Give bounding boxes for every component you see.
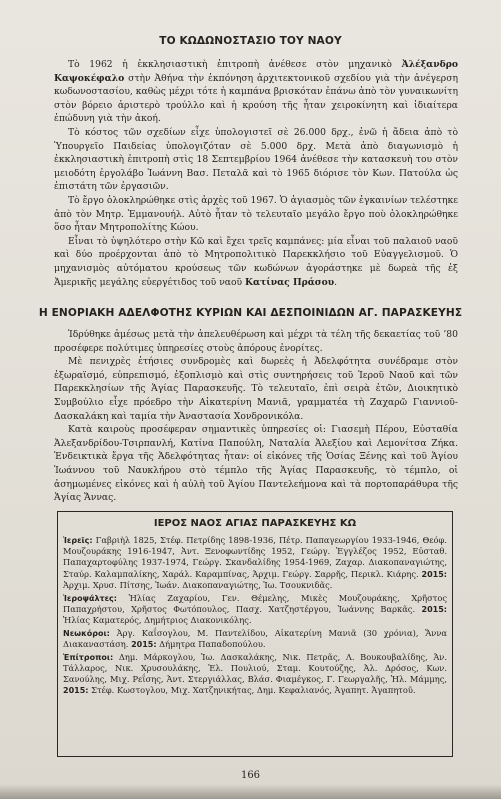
entry-text: Ἠλίας Ζαχαρίου, Γεν. Θέμελης, Μικὲς Μουζουράκης, Χρῆστος Παπαχρήστου, Χρῆστος Φωτόπουλος, Πασχ. Χατζηστέργου, Ἰωάννης Βαρκᾶς.	[63, 592, 447, 614]
name-highlight: Ἀλέξανδρο Καψοκέφαλο	[54, 59, 458, 84]
box-entry	[63, 593, 447, 627]
box-title: ΙΕΡΟΣ ΝΑΟΣ ΑΓΙΑΣ ΠΑΡΑΣΚΕΥΗΣ ΚΩ	[153, 518, 357, 529]
section-title-bell-tower: ΤΟ ΚΩΔΩΝΟΣΤΑΣΙΟ ΤΟΥ ΝΑΟΥ	[159, 35, 342, 47]
text-run: Εἶναι τὸ ὑψηλότερο στὴν Κῶ καὶ ἔχει τρεῖς καμπάνες: μία εἶναι τοῦ παλαιοῦ ναοῦ καὶ δύο προέρχονται ἀπὸ τὸ Μητροπολιτικὸ Παρεκκλήσιο τοῦ Εὐαγγελισμοῦ. Ὁ μηχανισμὸς αὐτόματου κρούσεως τῶν κωδώνων ἀγοράστηκε μὲ δωρεὰ τῆς ἐξ Ἀμερικῆς μεγάλης εὐεργέτιδος τοῦ ναοῦ	[54, 235, 458, 288]
paragraph: Tὸ κόστος τῶν σχεδίων εἶχε ὑπολογιστεῖ σὲ 26.000 δρχ., ἐνῶ ἡ ἄδεια ἀπὸ τὸ Ὑπουργεῖο Παιδείας ὑπολογιζόταν σὲ 5.000 δρχ. Μετὰ ἀπὸ διαγωνισμὸ ἡ ἐκκλησιαστικὴ ἐπιτροπὴ στὶς 18 Σεπτεμβρίου 1964 ἀνέθεσε τὴν κατασκευὴ του στὸν μειοδότη ἐργολάβο Ἰωάννη Βασ. Πεταλᾶ καὶ τὸ 1965 διόρισε τὸν Κων. Πατούλα ὡς ἐπιστάτη τῶν ἐργασιῶν.	[54, 126, 458, 193]
box-entry	[63, 535, 447, 591]
entry-year: 2015:	[63, 686, 89, 696]
entry-label: Ἐπίτροποι:	[63, 652, 114, 662]
entry-year: 2015:	[421, 569, 447, 579]
page-edge-shadow	[0, 784, 501, 799]
text-run: .	[334, 276, 338, 288]
entry-text: Δήμητρα Παπαδοπούλου.	[156, 638, 266, 649]
entry-text: Δημ. Μάρκογλου, Ἰω. Δασκαλάκης, Νικ. Πετρᾶς, Λ. Βουκουβαλίδης, Ἀν. Τάλλαρος, Νικ. Χρυσουλάκης, Ἐλ. Πουλιού, Σταμ. Κουτούζης, Ἀλ. Δρόσος, Κων. Σανούλης, Μιχ. Ρεΐσης, Ἀντ. Στεργιάλλας, Βλάσ. Φιαμέγκος, Γ. Γεωργαλῆς, Ἠλ. Μάμμης,	[63, 651, 447, 684]
entry-text: Ἠλίας Καματερός, Δημήτριος Διακονικόλης.	[63, 614, 252, 625]
paragraph: Tὸ ἔργο ὁλοκληρώθηκε στὶς ἀρχὲς τοῦ 1967. Ὁ ἁγιασμὸς τῶν ἐγκαινίων τελέστηκε ἀπὸ τὸν Μητρ. Ἐμμανουήλ. Αὐτὸ ἦταν τὸ τελευταῖο μεγάλο ἔργο ποὺ ὁλοκληρώθηκε ὅσο ἦταν Μητροπολίτης Κώου.	[54, 194, 458, 234]
paragraph: Ἱδρύθηκε ἀμέσως μετὰ τὴν ἀπελευθέρωση καὶ μέχρι τὰ τέλη τῆς δεκαετίας τοῦ ’80 προσέφερε πολύτιμες ὑπηρεσίες στοὺς ἀπόρους ἐνορίτες.	[54, 329, 458, 354]
paragraph	[54, 58, 458, 126]
church-staff-box	[57, 511, 453, 757]
box-entry	[63, 628, 447, 650]
entry-text: Στέφ. Κωστογλου, Μιχ. Χατζηνικήτας, Δημ. Κεφαλιανός, Ἀγαπητ. Ἀγαπητοῦ.	[88, 685, 416, 696]
entry-text: Ἀργ. Καΐσογλου, Μ. Παντελίδου, Αἰκατερίνη Μανιᾶ (30 χρόνια), Ἄννα Διακαναστάση.	[63, 627, 447, 649]
box-entry	[63, 652, 447, 697]
entry-text: Ἀρχιμ. Χρυσ. Πίτσης, Ἰωάν. Διακοπαναγιώτης, Ἰω. Τσουκνιδᾶς.	[63, 579, 333, 590]
entry-label: Ἱερεῖς:	[63, 536, 93, 545]
entry-text: Γαβριὴλ 1825, Στέφ. Πετρίδης 1898-1936, Πέτρ. Παπαγεωργίου 1933-1946, Θεόφ. Μουζουράκης 1916-1947, Ἀντ. Ξενοφωντίδης 1952, Γεώργ. Ἐγγλέζος 1952, Εὐσταθ. Παπαχαρτοφύλης 1937-1974, Γεώργ. Σκανδαλίδης 1954-1969, Ζαχαρ. Διακοπαναγιώτης, Σταύρ. Καλαμπαλίκης, Χαράλ. Καραμπίνας, Ἀρχιμ. Γεώργ. Σαρρῆς, Περικλ. Κιάρης.	[63, 535, 447, 579]
name-highlight: Κατίνας Πράσου	[245, 276, 335, 288]
text-run: Tὸ 1962 ἡ ἐκκλησιαστικὴ ἐπιτροπὴ ἀνέθεσε στὸν μηχανικὸ	[68, 59, 402, 70]
section-title-parish-sisterhood: Η ΕΝΟΡΙΑΚΗ ΑΔΕΛΦΟΤΗΣ ΚΥΡΙΩΝ ΚΑΙ ΔΕΣΠΟΙΝΙΔΩΝ ΑΓ. ΠΑΡΑΣΚΕΥΗΣ	[38, 307, 463, 319]
entry-year: 2015:	[421, 604, 447, 614]
section-body-bell-tower	[54, 58, 458, 289]
entry-year: 2015:	[131, 639, 157, 649]
entry-label: Νεωκόροι:	[63, 628, 110, 638]
page-number: 166	[240, 770, 261, 781]
paragraph: Μὲ πενιχρὲς ἐτήσιες συνδρομὲς καὶ δωρεὲς ἡ Ἀδελφότητα συνέδραμε στὸν ἐξωραϊσμό, εὐπρεπισμό, ἐξοπλισμὸ καὶ στὶς συντηρήσεις τοῦ Ἱεροῦ Ναοῦ καὶ τῶν Παρεκκλησίων τῆς Ἁγίας Παρασκευῆς. Τὸ τελευταῖο, ἐπὶ σειρὰ ἐτῶν, Διοικητικὸ Συμβούλιο εἶχε πρόεδρο τὴν Αἰκατερίνη Μανιᾶ, γραμματέα τὴ Ζαχαρῶ Γιαννιοῦ-Δασκαλάκη καὶ ταμία τὴν Ἀναστασία Χονδρονικόλα.	[54, 356, 458, 422]
text-run: στὴν Ἀθήνα τὴν ἐκπόνηση ἀρχιτεκτονικοῦ σχεδίου γιὰ τὴν ἀνέγερση κωδωνοστασίου, καθὼς μέχρι τότε ἡ καμπάνα βρισκόταν ἐπάνω ἀπὸ τὸν γυναικωνίτη στὸν βόρειο ἀριστερὸ τρούλλο καὶ ἡ κρούση τῆς ἦταν χειροκίνητη καὶ ἰδιαίτερα ἐπώδυνη γιὰ τὴν ἀκοή.	[54, 72, 458, 125]
entry-label: Ἱεροψάλτες:	[63, 593, 117, 603]
paragraph: Κατὰ καιροὺς προσέφεραν σημαντικὲς ὑπηρεσίες οἱ: Γιασεμὴ Πέρου, Εὐσταθία Ἀλεξανδρίδου-Τσιρπανλή, Κατίνα Παπούλη, Ναταλία Ἀλεξίου καὶ Λεμονίτσα Ζήκα. Ἐνδεικτικὰ ἔργα τῆς Ἀδελφότητας ἦταν: οἱ εἰκόνες τῆς Ὁσίας Ξένης καὶ τοῦ Ἁγίου Ἰωάννου τοῦ Ναυκλήρου στὸ τέμπλο τῆς Ἁγίας Παρασκευῆς, τὸ τέμπλο, οἱ ἀσημωμένες εἰκόνες καὶ ἡ αὐλὴ τοῦ Ἁγίου Παντελεήμονα καὶ τὰ πορτοπαράθυρα τῆς Ἁγίας Ἄννας.	[54, 424, 458, 504]
section-body-parish-sisterhood	[54, 328, 458, 505]
paragraph	[54, 235, 458, 289]
